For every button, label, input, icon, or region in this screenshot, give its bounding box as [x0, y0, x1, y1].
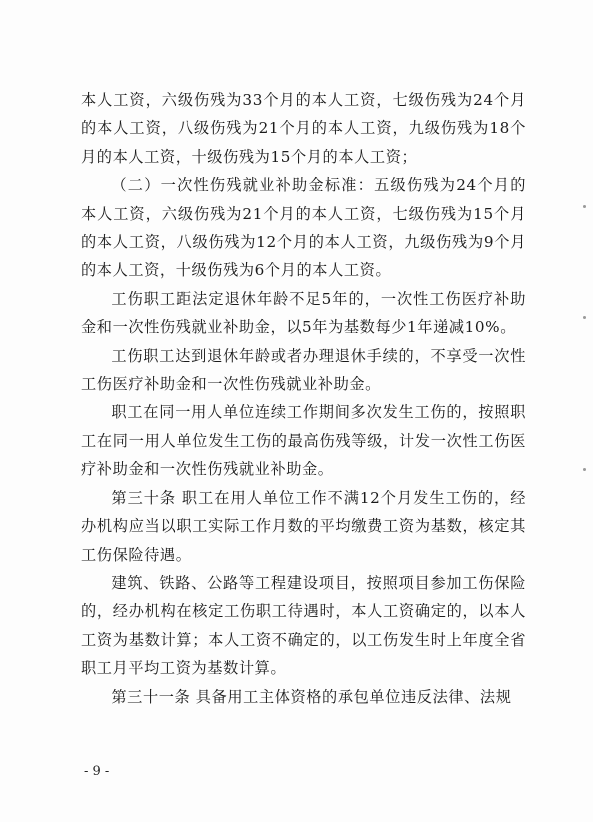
- paragraph-4: 工伤职工达到退休年龄或者办理退休手续的，不享受一次性工伤医疗补助金和一次性伤残就业补助金。: [81, 346, 526, 394]
- paragraph-2: （二）一次性伤残就业补助金标准：五级伤残为24个月的本人工资，六级伤残为21个月的本人工资，七级伤残为15个月的本人工资，八级伤残为12个月的本人工资，九级伤残为9个月的本人工资，十级伤残为6个月的本人工资。: [81, 176, 526, 280]
- paragraph-1: 本人工资，六级伤残为33个月的本人工资，七级伤残为24个月的本人工资，八级伤残为21个月的本人工资，九级伤残为18个月的本人工资，十级伤残为15个月的本人工资；: [81, 91, 526, 166]
- paragraph-3: 工伤职工距法定退休年龄不足5年的，一次性工伤医疗补助金和一次性伤残就业补助金，以5年为基数每少1年递减10%。: [81, 289, 526, 337]
- paragraph-article-30: 第三十条 职工在用人单位工作不满12个月发生工伤的，经办机构应当以职工实际工作月数的平均缴费工资为基数，核定其工伤保险待遇。: [81, 488, 526, 564]
- paragraph-5: 职工在同一用人单位连续工作期间多次发生工伤的，按照职工在同一用人单位发生工伤的最高伤残等级，计发一次性工伤医疗补助金和一次性伤残就业补助金。: [81, 403, 526, 479]
- page-number: - 9 -: [84, 764, 110, 779]
- paragraph-article-31: 第三十一条 具备用工主体资格的承包单位违反法律、法规: [111, 687, 512, 706]
- scan-mark: [583, 316, 586, 319]
- scan-mark: [583, 468, 586, 471]
- scan-mark: [583, 205, 586, 208]
- paragraph-7: 建筑、铁路、公路等工程建设项目，按照项目参加工伤保险的，经办机构在核定工伤职工待遇时，本人工资确定的，以本人工资为基数计算；本人工资不确定的，以工伤发生时上年度全省职工月平均工资为基数计算。: [81, 573, 526, 678]
- document-body: [81, 86, 526, 711]
